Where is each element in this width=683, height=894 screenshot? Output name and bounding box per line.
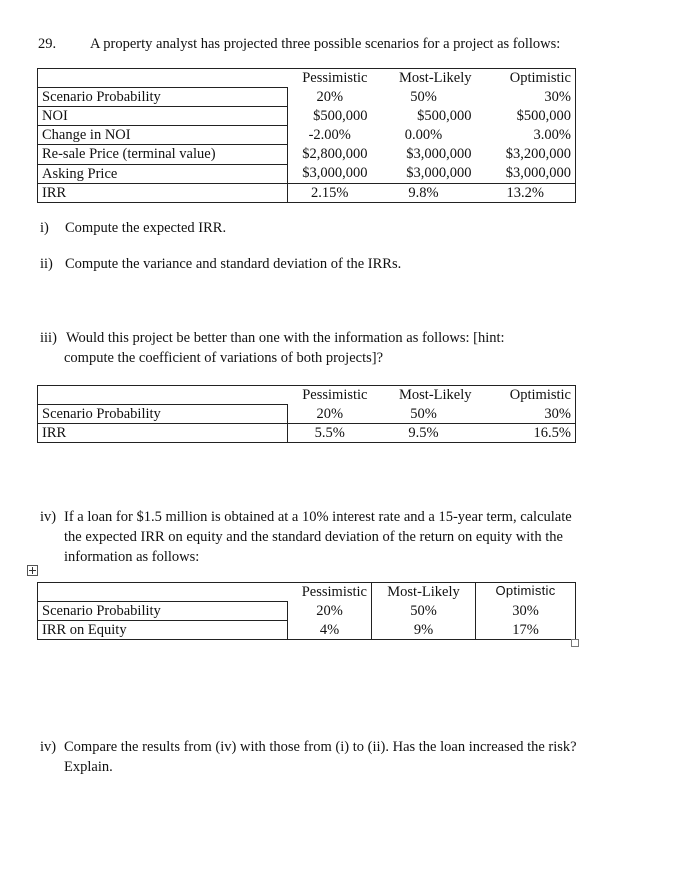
table-move-handle-icon[interactable] (27, 565, 38, 576)
cell-value: $2,800,000 (302, 145, 368, 162)
header-blank (38, 583, 288, 602)
cell-value: $3,000,000 (476, 164, 576, 183)
item-iv-continuation: the expected IRR on equity and the standard deviation of the return on equity with the (64, 529, 563, 545)
table-row (38, 126, 576, 145)
item-iii (40, 329, 505, 347)
item-i (40, 219, 226, 237)
item-label: i) (40, 220, 49, 236)
table-row (38, 602, 576, 621)
table-row (38, 164, 576, 183)
item-label: iv) (40, 739, 57, 755)
equity-table[interactable] (37, 582, 576, 640)
header-optimistic: Optimistic (476, 583, 576, 602)
cell-value: $500,000 (417, 107, 472, 124)
item-label: iv) (40, 509, 57, 525)
question-text: A property analyst has projected three possible scenarios for a project as follows: (90, 36, 561, 52)
item-text: Compute the expected IRR. (65, 220, 227, 236)
cell-value: $3,000,000 (372, 164, 476, 183)
item-label: iii) (40, 330, 57, 346)
cell-value: $500,000 (313, 107, 368, 124)
header-optimistic: Optimistic (509, 387, 571, 403)
row-label: IRR (38, 424, 288, 443)
cell-value: $3,000,000 (288, 164, 372, 183)
table-header-row (38, 583, 576, 602)
header-pessimistic: Pessimistic (302, 387, 368, 403)
cell-value: 20% (316, 602, 343, 619)
cell-value: 30% (476, 405, 576, 424)
cell-value: 9% (372, 621, 476, 640)
row-label: Change in NOI (38, 126, 288, 145)
cell-value: 30% (476, 602, 576, 621)
cell-value: 5.5% (314, 425, 345, 442)
item-iv (40, 508, 572, 526)
table-row (38, 405, 576, 424)
cell-value: -2.00% (308, 126, 351, 143)
header-pessimistic: Pessimistic (302, 70, 368, 86)
item-text: Compare the results from (iv) with those from (i) to (ii). Has the loan increased the risk? (64, 739, 577, 755)
row-label: IRR (38, 183, 288, 202)
header-optimistic: Optimistic (509, 70, 571, 86)
table-row (38, 88, 576, 107)
item-text: Compute the variance and standard deviation of the IRRs. (65, 256, 402, 272)
header-most-likely: Most-Likely (372, 583, 476, 602)
table-resize-handle-icon[interactable] (571, 639, 579, 647)
header-blank (38, 69, 288, 88)
cell-value: $3,200,000 (505, 145, 571, 162)
row-label: IRR on Equity (38, 621, 288, 640)
cell-value: 13.2% (506, 184, 544, 201)
comparison-table (37, 385, 576, 443)
header-pessimistic: Pessimistic (301, 584, 367, 600)
cell-value: 30% (544, 88, 571, 105)
cell-value: 4% (319, 621, 340, 638)
row-label: Scenario Probability (38, 88, 288, 107)
cell-value: 50% (410, 88, 437, 105)
item-iv-continuation: information as follows: (64, 549, 200, 565)
cell-value: $3,000,000 (406, 145, 472, 162)
cell-value: $500,000 (516, 107, 571, 124)
table-header-row (38, 69, 576, 88)
table-row (38, 424, 576, 443)
header-most-likely: Most-Likely (399, 70, 472, 86)
cell-value: 16.5% (533, 425, 571, 442)
header-most-likely: Most-Likely (399, 387, 472, 403)
cell-value: 50% (372, 405, 476, 424)
item-iv-compare (40, 738, 577, 756)
cell-value: 20% (288, 405, 372, 424)
table-row (38, 183, 576, 202)
cell-value: 50% (372, 602, 476, 621)
item-text: If a loan for $1.5 million is obtained at a 10% interest rate and a 15-year term, calculate (64, 509, 572, 525)
header-blank (38, 386, 288, 405)
row-label: Scenario Probability (38, 602, 288, 621)
item-iii-continuation: compute the coefficient of variations of both projects]? (64, 350, 384, 366)
table-row (38, 621, 576, 640)
item-ii (40, 255, 401, 273)
cell-value: 0.00% (404, 126, 443, 143)
item-iv-compare-continuation: Explain. (64, 759, 113, 775)
cell-value: 20% (316, 88, 344, 105)
row-label: Scenario Probability (38, 405, 288, 424)
row-label: Re-sale Price (terminal value) (38, 145, 288, 164)
item-label: ii) (40, 256, 53, 272)
cell-value: 3.00% (533, 126, 571, 143)
cell-value: 9.5% (408, 425, 439, 442)
item-text: Would this project be better than one with the information as follows: [hint: (66, 330, 505, 346)
row-label: Asking Price (38, 164, 288, 183)
question-number: 29. (38, 36, 57, 52)
cell-value: 2.15% (311, 184, 349, 201)
row-label: NOI (38, 107, 288, 126)
table-row (38, 107, 576, 126)
table-header-row (38, 386, 576, 405)
cell-value: 17% (476, 621, 576, 640)
scenario-table (37, 68, 576, 203)
cell-value: 9.8% (408, 184, 439, 201)
table-row (38, 145, 576, 164)
